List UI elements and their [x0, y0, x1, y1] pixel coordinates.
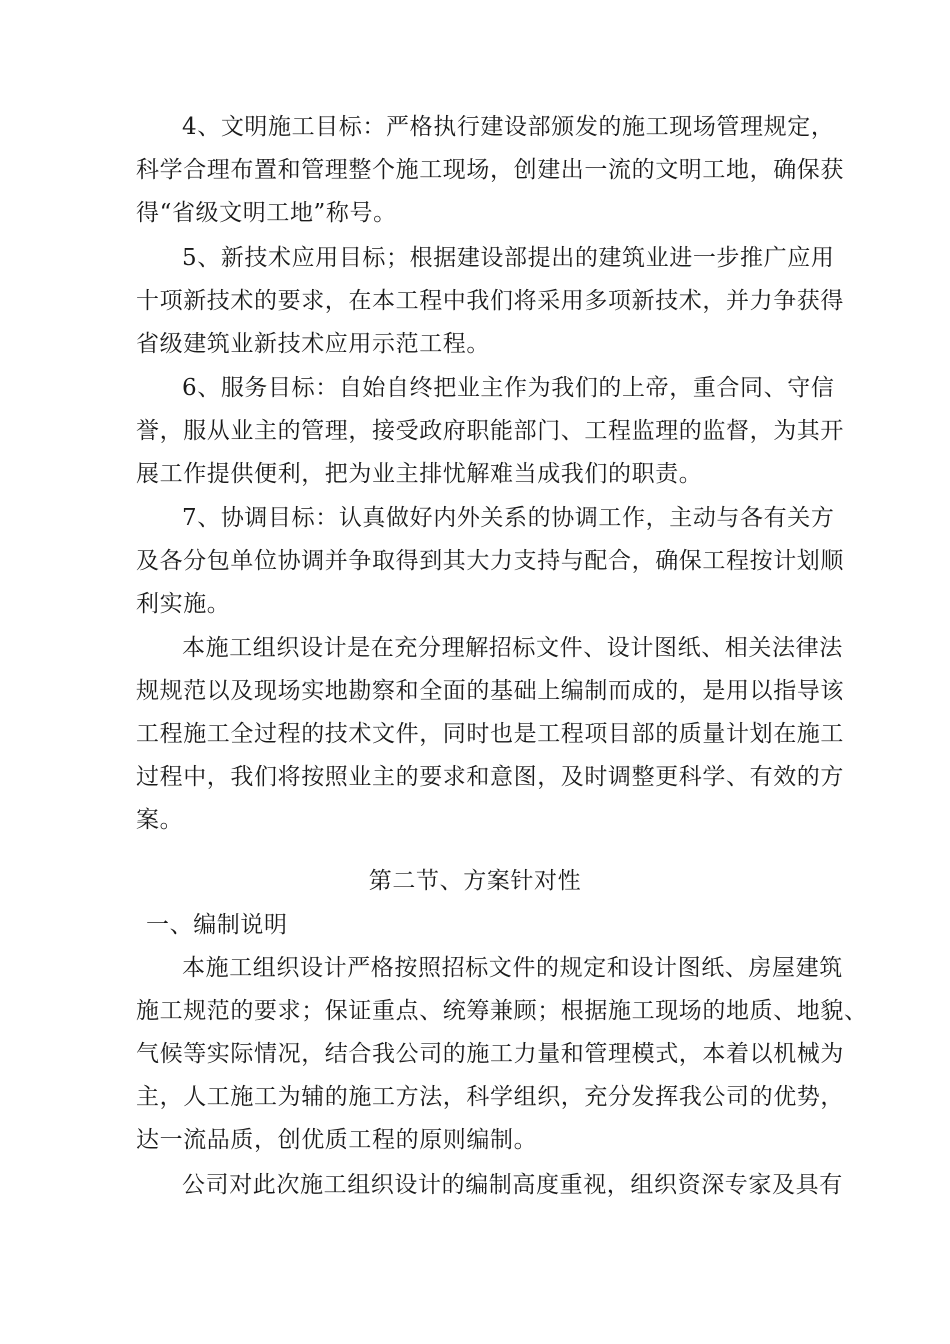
- paragraph-8-line-5: 案。: [136, 807, 184, 833]
- paragraph-9-line-4: 主，人工施工为辅的施工方法，科学组织，充分发挥我公司的优势，: [136, 1084, 844, 1110]
- paragraph-4-line-1: 4、文明施工目标：严格执行建设部颁发的施工现场管理规定，: [182, 114, 835, 140]
- paragraph-8-line-4: 过程中，我们将按照业主的要求和意图，及时调整更科学、有效的方: [136, 764, 844, 790]
- paragraph-5-line-3: 省级建筑业新技术应用示范工程。: [136, 331, 490, 357]
- paragraph-7-line-3: 利实施。: [136, 591, 231, 617]
- paragraph-6-line-2: 誉，服从业主的管理，接受政府职能部门、工程监理的监督，为其开: [136, 418, 844, 444]
- paragraph-4-line-3: 得“省级文明工地”称号。: [136, 200, 397, 226]
- subsection-title: 一、编制说明: [146, 912, 288, 938]
- paragraph-9-line-2: 施工规范的要求；保证重点、统筹兼顾；根据施工现场的地质、地貌、: [136, 998, 868, 1024]
- paragraph-6-line-3: 展工作提供便利，把为业主排忧解难当成我们的职责。: [136, 461, 703, 487]
- paragraph-8-line-1: 本施工组织设计是在充分理解招标文件、设计图纸、相关法律法: [182, 635, 843, 661]
- paragraph-9-line-3: 气候等实际情况，结合我公司的施工力量和管理模式，本着以机械为: [136, 1041, 844, 1067]
- paragraph-6-line-1: 6、服务目标：自始自终把业主作为我们的上帝，重合同、守信: [182, 375, 835, 401]
- paragraph-9-line-5: 达一流品质，创优质工程的原则编制。: [136, 1127, 538, 1153]
- paragraph-9-line-1: 本施工组织设计严格按照招标文件的规定和设计图纸、房屋建筑: [182, 955, 843, 981]
- paragraph-7-line-2: 及各分包单位协调并争取得到其大力支持与配合，确保工程按计划顺: [136, 548, 844, 574]
- paragraph-8-line-2: 规规范以及现场实地勘察和全面的基础上编制而成的，是用以指导该: [136, 678, 844, 704]
- paragraph-5-line-1: 5、新技术应用目标；根据建设部提出的建筑业进一步推广应用: [182, 245, 835, 271]
- paragraph-7-line-1: 7、协调目标：认真做好内外关系的协调工作，主动与各有关方: [182, 505, 835, 531]
- paragraph-10-line-1: 公司对此次施工组织设计的编制高度重视，组织资深专家及具有: [182, 1172, 843, 1198]
- paragraph-8-line-3: 工程施工全过程的技术文件，同时也是工程项目部的质量计划在施工: [136, 721, 844, 747]
- section-title: 第二节、方案针对性: [368, 868, 582, 894]
- paragraph-5-line-2: 十项新技术的要求，在本工程中我们将采用多项新技术，并力争获得: [136, 288, 844, 314]
- paragraph-4-line-2: 科学合理布置和管理整个施工现场，创建出一流的文明工地，确保获: [136, 157, 844, 183]
